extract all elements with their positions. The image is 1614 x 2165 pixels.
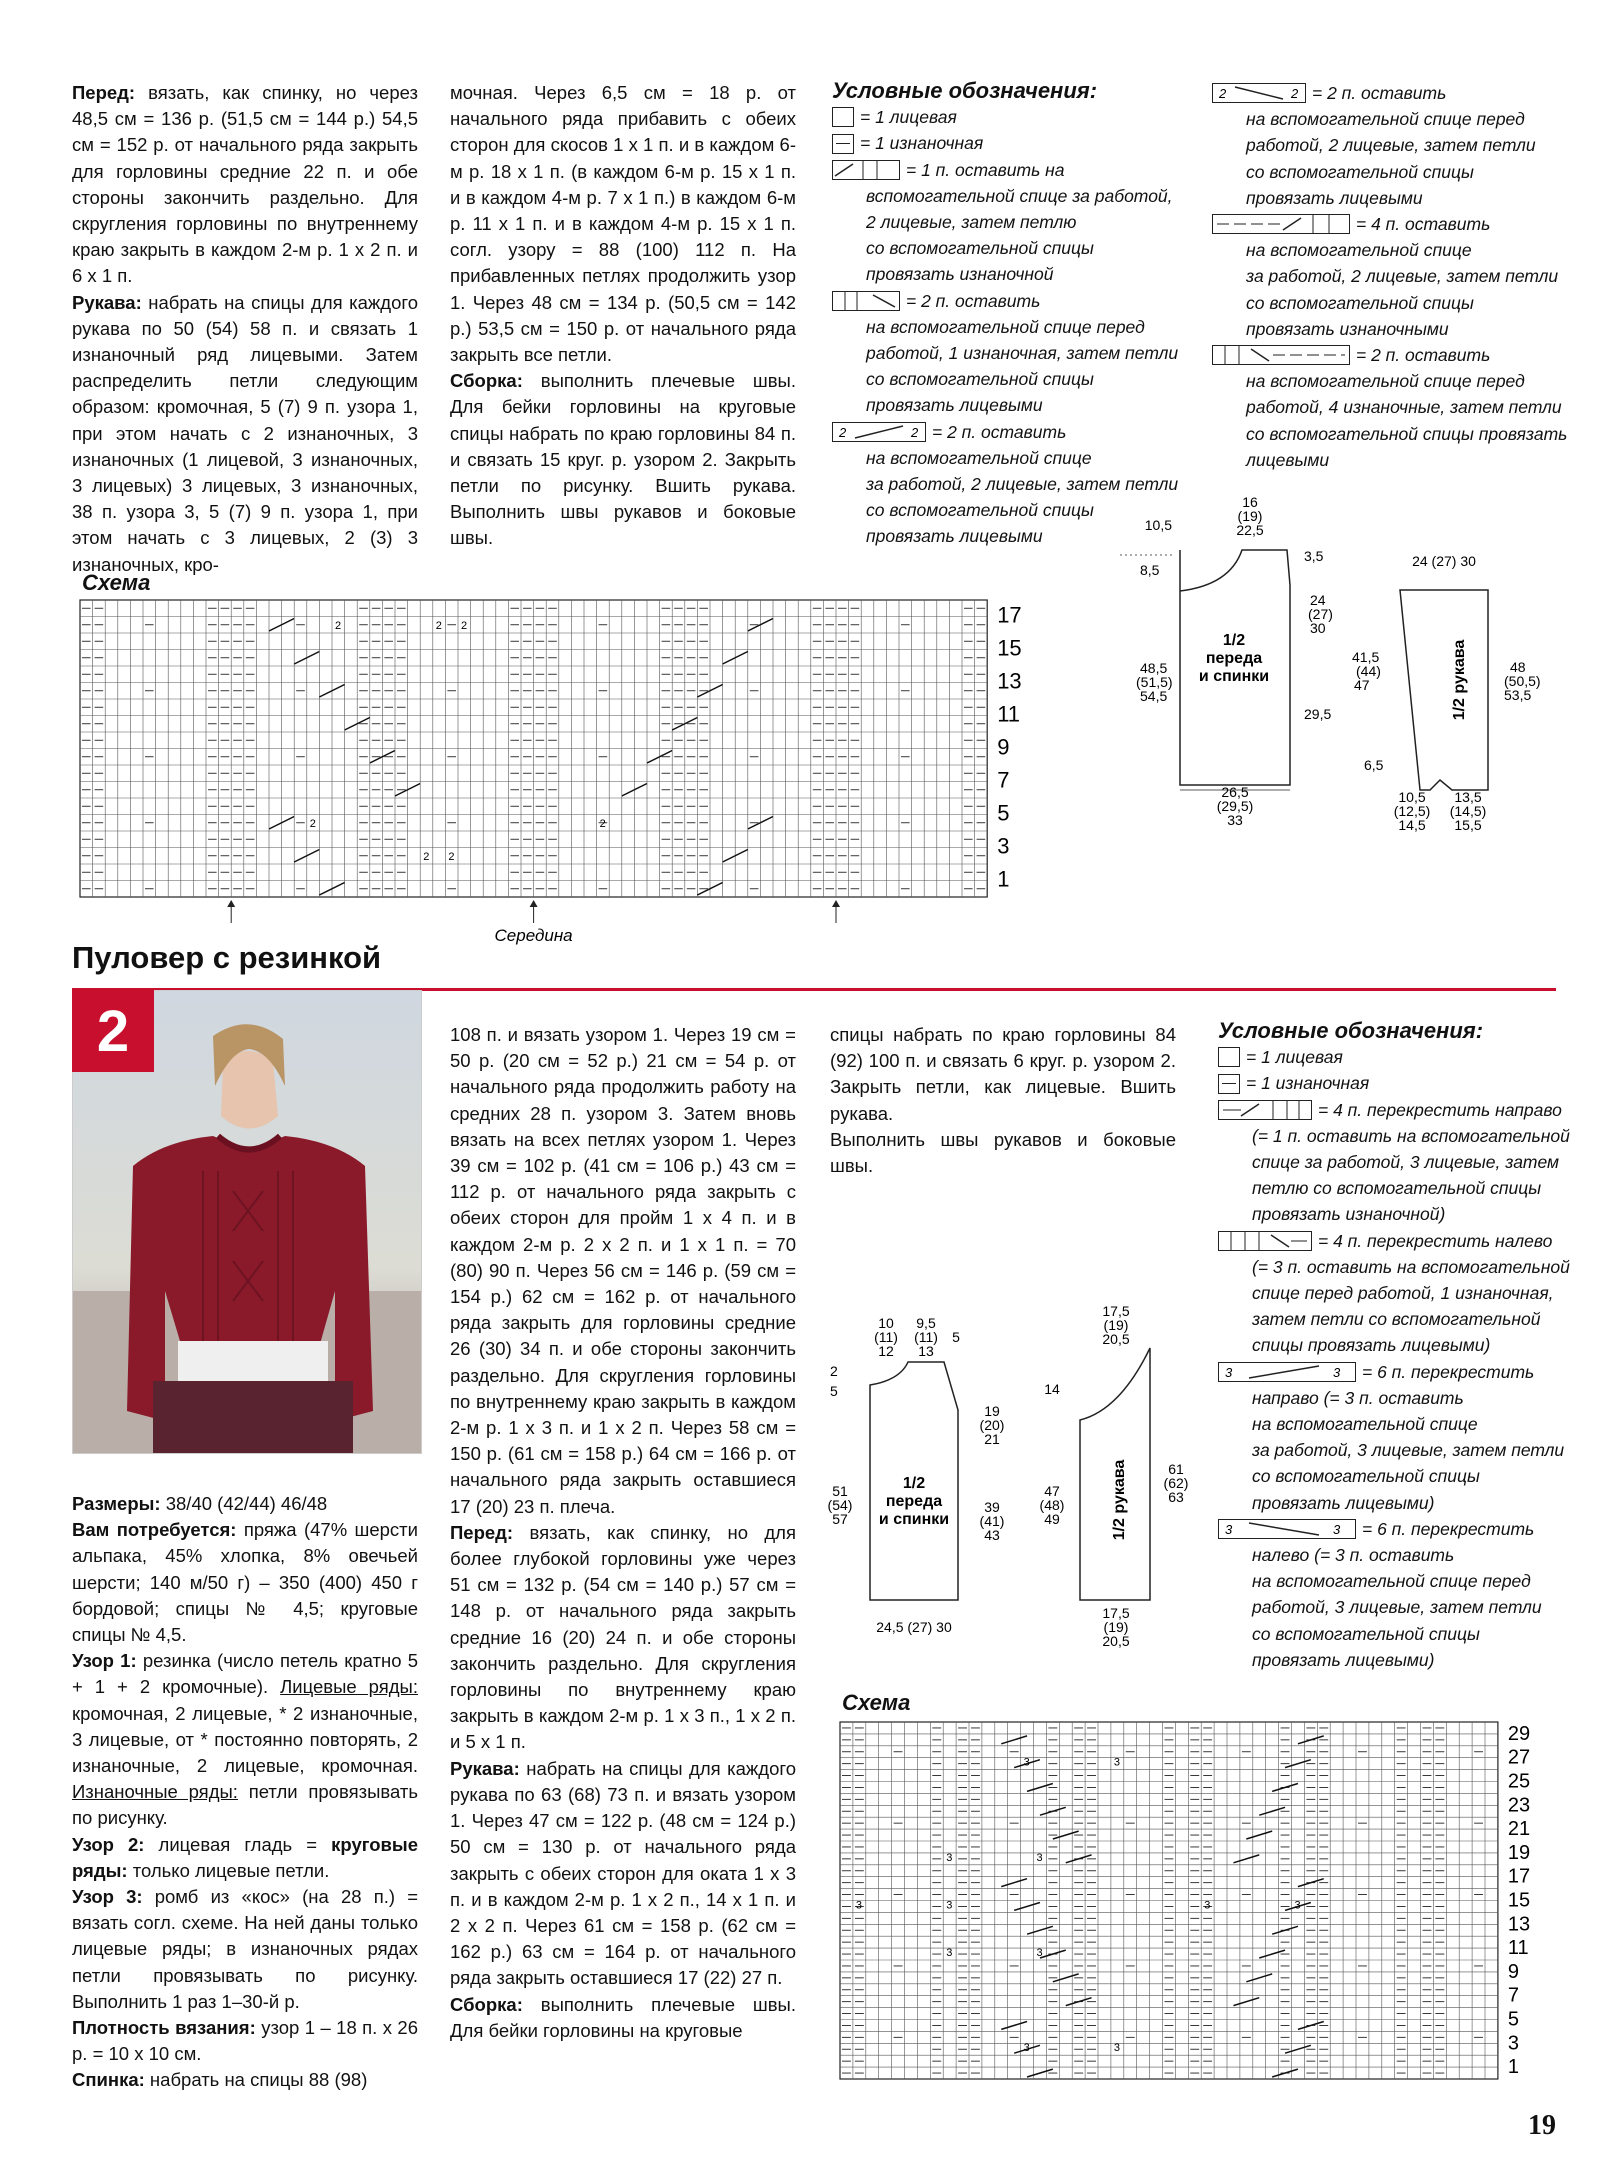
cross-left-6-symbol-icon [1218,1519,1356,1539]
legend-item: = 1 лицевая [1218,1044,1598,1070]
svg-text:43: 43 [984,1527,1000,1543]
svg-text:(20): (20) [979,1417,1005,1433]
svg-text:(19): (19) [1237,508,1263,524]
svg-text:10,5: 10,5 [1398,789,1426,805]
chart-middle-label: Середина [494,926,573,945]
svg-text:47: 47 [1354,677,1370,693]
svg-text:20,5: 20,5 [1102,1633,1130,1649]
legend-item: = 1 лицевая [832,104,1192,130]
legend-item: 2 2 = 2 п. оставить [1212,80,1592,106]
legend-item: = 1 изнаночная [832,130,1192,156]
legend-title: Условные обозначения: [832,78,1098,103]
legend-item: = 1 изнаночная [1218,1070,1598,1096]
row-number-label: 11 [997,701,1021,727]
svg-text:9,5: 9,5 [916,1315,936,1331]
svg-text:63: 63 [1168,1489,1184,1505]
cable-count-label: 3 [1113,1756,1121,1769]
svg-text:(11): (11) [914,1329,938,1345]
cable-2-2-left-symbol-icon [1212,83,1306,103]
row-number-label: 13 [1507,1913,1531,1936]
legend-item: = 4 п. оставить [1212,211,1592,237]
chart-grid [840,1722,1498,2079]
text-column-3: спицы набрать по краю горловины 84 (92) 100 п. и связать 6 круг. р. узором 2. Закрыть петли, как лицевые. Вшить рукава. Выполнить швы рукавов и боковые швы. [830,1024,1176,1177]
svg-text:(44): (44) [1356,663,1381,679]
cable-count-label: 2 [461,620,468,632]
row-number-label: 7 [997,767,1010,793]
svg-text:8,5: 8,5 [1140,562,1160,578]
svg-text:6,5: 6,5 [1364,757,1384,773]
svg-text:(11): (11) [874,1329,898,1345]
svg-text:(19): (19) [1103,1619,1129,1635]
cable-count-label: 2 [599,818,606,830]
stitch-chart-section-2 [840,1722,1600,2084]
cable-count-label: 3 [855,1899,863,1912]
svg-text:19: 19 [984,1403,1000,1419]
row-number-label: 9 [1507,1960,1520,1983]
row-number-label: 1 [1507,2056,1520,2079]
legend-item: 2 2 = 2 п. оставить [832,419,1192,445]
svg-text:14: 14 [1044,1381,1060,1397]
row-number-label: 3 [1507,2032,1520,2055]
svg-text:(41): (41) [979,1513,1005,1529]
svg-text:13: 13 [918,1343,934,1359]
text-column-1: Размеры: 38/40 (42/44) 46/48 Вам потребуется: пряжа (47% шерсти альпака, 45% хлопка, 8% овечьей шерсти; 140 м/50 г) – 350 (400) 450 г бордовой; спицы № 4,5; круговые спицы № 4,5. Узор 1: резинка (число петель кратно 5 + 1 + 2 кромочные). Лицевые ряды: кромочная, 2 лицевые, * 2 изнаночные, 3 лицевые, от * постоянно повторять, 2 изнаночные, 2 лицевые, кромочная. Изнаночные ряды: петли провязывать по рисунку. Узор 2: лицевая гладь = круговые ряды: только лицевые петли. Узор 3: ромб из «кос» (на 28 п.) = вязать согл. схеме. На ней даны только лицевые ряды; в изнаночных рядах петли провязывать по рисунку. Выполнить 1 раз 1–30-й р. Плотность вязания: узор 1 – 18 п. х 26 р. = 10 х 10 см. Спинка: набрать на спицы 88 (98) [72,1493,419,2091]
legend-section-2: Условные обозначения: = 1 лицевая = 1 изнаночная = 4 п. перекрестить направо (= 1 п. оставить на вспомогательной спице за работой, 3 лицевые, затем петлю со вспомогательной спицы провязать изнаночной) = 4 п. перекрестить налево (= 3 п. оставить на вспомогательной спице перед работой, 1 изнаночная, затем петли со вспомогательной спицы провязать лицевыми) 3 3 = 6 п. перекрестить направо (= 3 п. оставить на вспомогательной спице за работой, 3 лицевые, затем петли со вспомогательной спицы провязать лицевыми) 3 3 = 6 п. перекрестить налево (= 3 п. оставить на вспомогательной спице перед работой, 3 лицевые, затем петли со вспомогательной спицы провязать лицевыми) [1218,1018,1598,1673]
svg-text:12: 12 [878,1343,894,1359]
cable-count-label: 2 [423,851,430,863]
legend-item: = 4 п. перекрестить налево [1218,1228,1598,1254]
cable-count-label: 3 [946,1899,953,1912]
cross-left-4-symbol-icon [1218,1231,1312,1251]
row-number-label: 13 [997,668,1022,694]
text-column-2: мочная. Через 6,5 см = 18 р. от начального ряда прибавить с обеих сторон для скосов 1 х 1 п. и в каждом 6-м р. 18 х 1 п. (в каждом 6-м р. 15 х 1 п. и в каждом 4-м р. 7 х 1 п.) в каждом 6-м р. 11 х 1 п. и в каждом 4-м р. 15 х 1 п. согл. узору = 88 (100) 112 п. На прибавленных петлях продолжить узор 1. Через 48 см = 134 р. (50,5 см = 142 р.) 53,5 см = 150 р. от начального ряда закрыть все петли. Сборка: выполнить плечевые швы. Для бейки горловины на круговые спицы набрать по краю горловины 84 п. и связать 15 круг. р. узором 2. Закрыть петли по рисунку. Вшить рукава. Выполнить швы рукавов и боковые швы. [450,82,796,549]
svg-text:2: 2 [911,424,919,440]
svg-text:2: 2 [839,424,847,440]
svg-text:(27): (27) [1308,606,1333,622]
svg-text:21: 21 [984,1431,1000,1447]
cable-right-symbol-icon [832,160,900,180]
legend-title: Условные обозначения: [1218,1018,1484,1043]
svg-text:3: 3 [1333,1364,1341,1380]
svg-text:14,5: 14,5 [1398,817,1426,833]
legend-item: = 1 п. оставить на [832,157,1192,183]
row-number-label: 15 [997,635,1022,661]
schema-label-top: Схема [82,570,151,595]
svg-text:16: 16 [1242,494,1258,510]
row-number-label: 21 [1507,1818,1531,1841]
svg-text:и спинки: и спинки [1198,668,1270,685]
svg-text:39: 39 [984,1499,1000,1515]
svg-text:(51,5): (51,5) [1136,674,1173,690]
svg-text:(12,5): (12,5) [1393,803,1431,819]
svg-text:1/2: 1/2 [902,1475,926,1492]
cable-4-right-symbol-icon [1212,214,1350,234]
cable-count-label: 3 [946,1851,953,1864]
svg-text:переда: переда [1205,650,1263,667]
cross-right-4-symbol-icon [1218,1100,1312,1120]
svg-text:3,5: 3,5 [1304,548,1324,564]
legend-top-left: Условные обозначения: = 1 лицевая = 1 изнаночная = 1 п. оставить на вспомогательной спице за работой, 2 лицевые, затем петлю со вспомогательной спицы провязать изнаночной = 2 п. оставить на вспомогательной спице перед работой, 1 изнаночная, затем петли со вспомогательной спицы провязать лицевыми 2 2 = 2 п. оставить на вспомогательной спице за работой, 2 лицевые, затем петли со вспомогательной спицы провязать лицевыми [832,78,1192,550]
sleeve-pattern-diagram-2 [1030,1300,1220,1660]
knit-symbol-icon [1218,1047,1240,1067]
row-number-label: 27 [1507,1746,1531,1769]
cable-count-label: 3 [946,1947,953,1959]
svg-text:10: 10 [878,1315,894,1331]
svg-text:54,5: 54,5 [1140,688,1168,704]
svg-text:17,5: 17,5 [1102,1303,1130,1319]
row-number-label: 23 [1507,1794,1531,1817]
stitch-chart-top [80,600,1040,945]
page-number: 19 [1528,2110,1556,2141]
row-number-label: 11 [1507,1937,1529,1960]
cable-left-symbol-icon [832,291,900,311]
cross-right-6-symbol-icon [1218,1362,1356,1382]
svg-text:49: 49 [1044,1511,1060,1527]
svg-text:24,5 (27) 30: 24,5 (27) 30 [876,1619,952,1635]
svg-text:47: 47 [1044,1483,1060,1499]
legend-item: = 2 п. оставить [832,288,1192,314]
cable-count-label: 3 [1023,1756,1030,1769]
svg-text:29,5: 29,5 [1304,706,1332,722]
svg-text:(48): (48) [1039,1497,1065,1513]
cable-count-label: 3 [1036,1947,1043,1959]
cable-count-label: 3 [1113,2042,1121,2055]
svg-text:10,5: 10,5 [1144,517,1172,533]
svg-text:17,5: 17,5 [1102,1605,1130,1621]
row-number-label: 25 [1507,1770,1531,1793]
svg-text:33: 33 [1227,812,1243,828]
svg-text:24 (27) 30: 24 (27) 30 [1412,553,1476,569]
cable-count-label: 2 [335,620,342,632]
legend-item: 3 3 = 6 п. перекрестить [1218,1359,1598,1385]
cable-count-label: 3 [1294,1899,1301,1912]
svg-text:2: 2 [1219,86,1227,102]
svg-text:20,5: 20,5 [1102,1331,1130,1347]
chart-arrow-head [832,900,840,907]
cable-4-left-symbol-icon [1212,345,1350,365]
svg-text:24: 24 [1310,592,1326,608]
svg-text:57: 57 [832,1511,848,1527]
row-number-label: 17 [997,602,1022,628]
svg-text:2: 2 [830,1363,838,1379]
svg-text:(29,5): (29,5) [1216,798,1254,814]
svg-text:13,5: 13,5 [1454,789,1482,805]
legend-item: 3 3 = 6 п. перекрестить [1218,1516,1598,1542]
row-number-label: 3 [997,833,1010,859]
text-column-1: Перед: вязать, как спинку, но через 48,5 см = 136 р. (51,5 см = 144 р.) 54,5 см = 152 р. от начального ряда закрыть для горловины средние 22 п. и обе стороны закончить раздельно. Для скругления горловины по внутреннему краю закрыть в каждом 2-м р. 1 х 2 п. и 6 х 1 п. Рукава: набрать на спицы для каждого рукава по 50 (54) 58 п. и связать 1 изнаночный ряд лицевыми. Затем распределить петли следующим образом: кромочная, 5 (7) 9 п. узора 1, при этом начать с 2 изнаночных, 3 изнаночных (1 лицевой, 3 изнаночных, 3 лицевых) 3 лицевых, 3 изнаночных, 38 п. узора 3, 5 (7) 9 п. узора 1, при этом начать с 3 лицевых, 2 (3) 3 изнаночных, кро- [72,82,418,575]
cable-count-label: 2 [435,620,442,632]
svg-text:3: 3 [1225,1521,1233,1537]
svg-text:(54): (54) [827,1497,853,1513]
svg-text:48: 48 [1510,659,1526,675]
legend-item: = 2 п. оставить [1212,342,1592,368]
text-column-2: 108 п. и вязать узором 1. Через 19 см = 50 р. (20 см = 52 р.) 21 см = 54 р. от начального ряда продолжить работу на средних 28 п. узором 3. Затем вновь вязать на всех петлях узором 1. Через 39 см = 102 р. (41 см = 106 р.) 43 см = 112 р. от начального ряда закрыть с обеих сторон для пройм 1 х 4 п. и в каждом 2-м р. 2 х 2 п. и 1 х 1 п. = 70 (80) 90 п. Через 56 см = 146 р. (59 см = 154 р.) 62 см = 162 р. от начального ряда закрыть для горловины средние 26 (30) 34 п. и обе стороны закончить раздельно. Для скругления горловины по внутреннему краю закрыть в каждом 2-м р. 1 х 3 п. и 1 х 2 п. Через 58 см = 150 р. (61 см = 158 р.) 64 см = 166 р. от начального ряда закрыть оставшиеся 17 (20) 23 п. плеча. Перед: вязать, как спинку, но для более глубокой горловины уже через 51 см = 132 р. (54 см = 140 р.) 57 см = 148 р. от начального ряда закрыть средние 16 (20) 24 п. и обе стороны закончить раздельно. Для скругления горловины по внутреннему краю закрыть в каждом 2-м р. 1 х 3 п., 1 х 2 п. и 5 х 1 п. Рукава: набрать на спицы для каждого рукава по 63 (68) 73 п. и вязать узором 1. Через 47 см = 122 р. (48 см = 124 р.) 50 см = 130 р. от начального ряда закрыть с обеих сторон для оката 1 х 3 п. и в каждом 2-м р. 1 х 2 п., 14 х 1 п. и 2 х 2 п. Через 61 см = 158 р. (62 см = 162 р.) 63 см = 164 р. от начального ряда закрыть оставшиеся 17 (22) 27 п. Сборка: выполнить плечевые швы. Для бейки горловины на круговые [450,1024,796,2041]
row-number-label: 29 [1507,1722,1531,1745]
cable-count-label: 3 [1036,1851,1043,1864]
row-number-label: 1 [997,866,1010,892]
purl-symbol-icon [832,134,854,154]
sleeve-pattern-diagram [1340,540,1540,840]
svg-text:1/2: 1/2 [1222,632,1246,649]
legend-item: = 4 п. перекрестить направо [1218,1097,1598,1123]
section-title: Пуловер с резинкой [72,940,382,975]
svg-text:(62): (62) [1163,1475,1189,1491]
svg-text:48,5: 48,5 [1140,660,1168,676]
svg-text:3: 3 [1333,1521,1341,1537]
svg-text:1/2 рукава: 1/2 рукава [1451,639,1468,721]
svg-text:53,5: 53,5 [1504,687,1532,703]
svg-text:5: 5 [952,1329,960,1345]
cable-count-label: 2 [309,818,316,830]
chart-arrow-head [530,900,538,907]
svg-text:(50,5): (50,5) [1504,673,1541,689]
svg-text:3: 3 [1225,1364,1233,1380]
svg-text:26,5: 26,5 [1221,784,1249,800]
svg-text:15,5: 15,5 [1454,817,1482,833]
svg-text:(14,5): (14,5) [1449,803,1487,819]
row-number-label: 7 [1507,1984,1520,2007]
cable-count-label: 3 [1204,1899,1211,1912]
svg-text:переда: переда [885,1493,943,1510]
svg-text:(19): (19) [1103,1317,1129,1333]
svg-text:2: 2 [1291,86,1299,102]
knit-symbol-icon [832,107,854,127]
row-number-label: 5 [997,800,1010,826]
svg-text:61: 61 [1168,1461,1184,1477]
row-number-label: 9 [997,734,1010,760]
svg-text:41,5: 41,5 [1352,649,1380,665]
legend-top-right: 2 2 = 2 п. оставить на вспомогательной спице перед работой, 2 лицевые, затем петли со вспомогательной спицы провязать лицевыми = 4 п. оставить на вспомогательной спице за работой, 2 лицевые, затем петли со вспомогательной спицы провязать изнаночными = 2 п. оставить на вспомогательной спице перед работой, 4 изнаночные, затем петли со вспомогательной спицы провязать лицевыми [1212,80,1592,473]
svg-text:5: 5 [830,1383,838,1399]
row-number-label: 17 [1507,1865,1531,1888]
svg-text:1/2 рукава: 1/2 рукава [1111,1459,1128,1541]
row-number-label: 19 [1507,1841,1531,1864]
pattern-number-badge: 2 [72,990,154,1072]
cable-2-2-right-symbol-icon [832,422,926,442]
purl-symbol-icon [1218,1074,1240,1094]
row-number-label: 5 [1507,2008,1520,2031]
schema-label-section-2: Схема [842,1690,911,1715]
cable-count-label: 3 [1023,2042,1030,2055]
front-back-pattern-diagram [1120,495,1340,835]
chart-arrow-head [227,900,235,907]
svg-text:и спинки: и спинки [878,1511,950,1528]
svg-text:51: 51 [832,1483,848,1499]
front-back-pattern-diagram-2 [820,1310,1020,1650]
svg-text:30: 30 [1310,620,1326,636]
chart-grid [80,600,987,897]
row-number-label: 15 [1507,1889,1531,1912]
cable-count-label: 2 [448,851,455,863]
svg-text:22,5: 22,5 [1236,522,1264,538]
